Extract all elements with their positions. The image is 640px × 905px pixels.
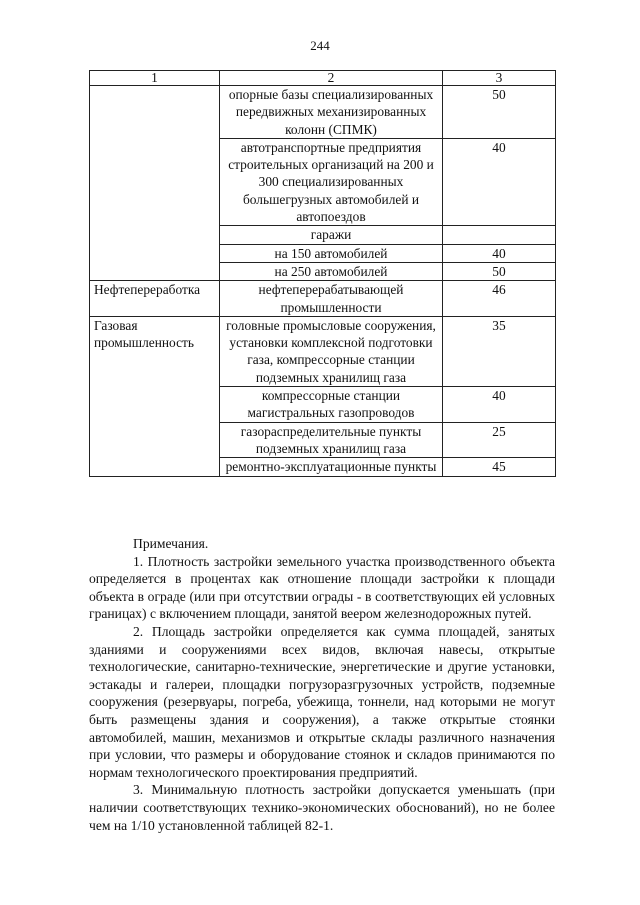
note-paragraph-2: 2. Площадь застройки определяется как сумма площадей, занятых зданиями и сооружениями всех видов, включая навесы, открытые технологические, санитарно-технические, энергетические и другие установки, эстакады и галереи, площадки погрузоразгрузочных устройств, подземные сооружения (резервуары, погреба, убежища, тоннели, над которыми не могут быть размещены здания и сооружения), а также открытые стоянки автомобилей, машин, механизмов и открытые склады различного назначения при условии, что размеры и оборудование стоянок и складов принимаются по нормам технологического проектирования предприятий. (89, 623, 555, 780)
density-cell (443, 226, 556, 244)
note-paragraph-1: 1. Плотность застройки земельного участка производственного объекта определяется в процентах как отношение площади застройки к площади объекта в ограде (или при отсутствии ограды - в соответствующих ей условных границах) с включением площади, занятой веером железнодорожных путей. (89, 553, 555, 622)
density-table (89, 70, 556, 477)
page-number: 244 (310, 38, 330, 53)
density-cell: 46 (443, 281, 556, 317)
object-cell: головные промысловые сооружения, установки комплексной подготовки газа, компрессорные станции подземных хранилищ газа (220, 316, 443, 386)
object-cell: автотранспортные предприятия строительных организаций на 200 и 300 специализированных большегрузных автомобилей и автопоездов (220, 138, 443, 225)
density-cell: 35 (443, 316, 556, 386)
density-cell: 50 (443, 262, 556, 280)
industry-cell (90, 86, 220, 281)
table-row (90, 281, 556, 317)
object-cell: на 150 автомобилей (220, 244, 443, 262)
density-cell: 40 (443, 244, 556, 262)
column-header-2: 2 (220, 71, 443, 86)
density-cell: 40 (443, 138, 556, 225)
notes-title: Примечания. (133, 536, 209, 551)
density-cell: 45 (443, 458, 556, 476)
density-cell: 40 (443, 387, 556, 423)
density-cell: 50 (443, 86, 556, 139)
column-header-1: 1 (90, 71, 220, 86)
table-row (90, 316, 556, 386)
notes-section (89, 535, 555, 834)
industry-cell: Нефтепереработка (90, 281, 220, 317)
density-cell: 25 (443, 422, 556, 458)
object-cell: компрессорные станции магистральных газопроводов (220, 387, 443, 423)
column-header-3: 3 (443, 71, 556, 86)
object-cell: ремонтно-эксплуатационные пункты (220, 458, 443, 476)
table-header-row (90, 71, 556, 86)
object-cell: опорные базы специализированных передвижных механизированных колонн (СПМК) (220, 86, 443, 139)
object-cell: газораспределительные пункты подземных хранилищ газа (220, 422, 443, 458)
table-row (90, 86, 556, 139)
object-cell: нефтеперерабатывающей промышленности (220, 281, 443, 317)
note-paragraph-3: 3. Минимальную плотность застройки допускается уменьшать (при наличии соответствующих технико-экономических обоснований), но не более чем на 1/10 установленной таблицей 82-1. (89, 782, 555, 833)
industry-cell: Газовая промышленность (90, 316, 220, 476)
object-cell: гаражи (220, 226, 443, 244)
object-cell: на 250 автомобилей (220, 262, 443, 280)
